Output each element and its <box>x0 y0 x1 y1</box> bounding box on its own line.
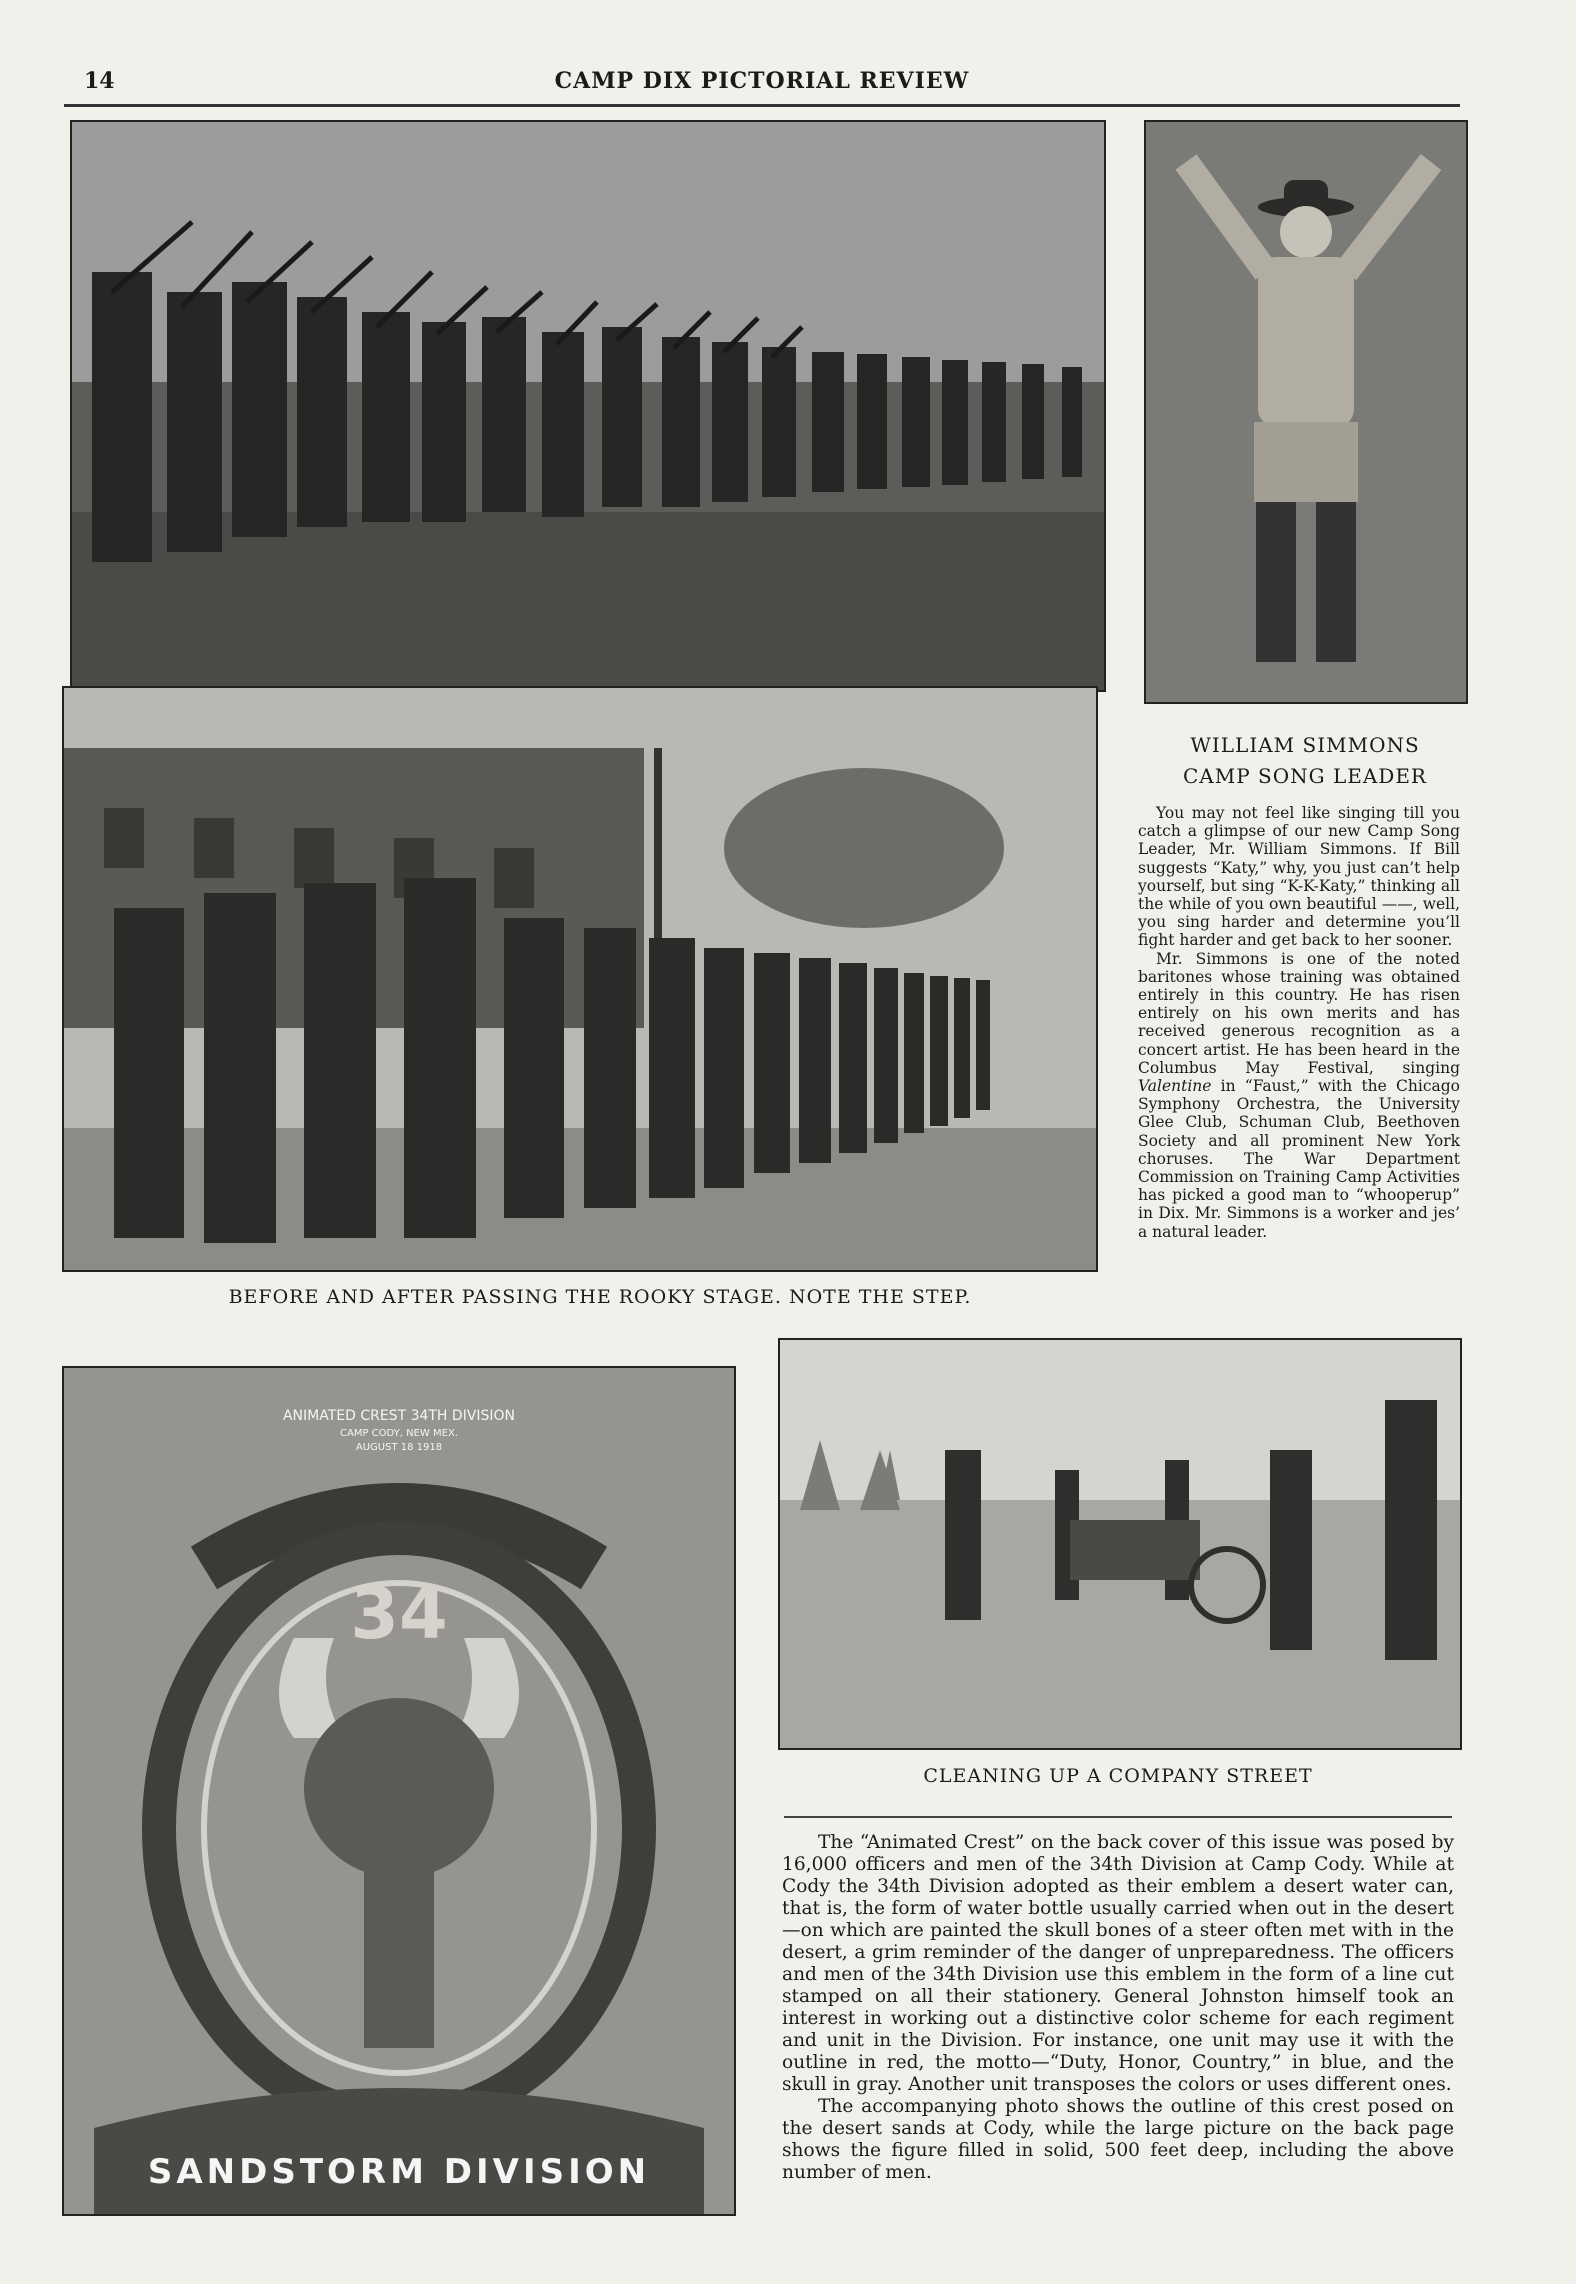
photo-illustration <box>64 1368 734 2214</box>
song-leader-portrait-photo <box>1144 120 1468 704</box>
crest-paragraph-2: The accompanying photo shows the outline of this crest posed on the desert sands at Cody, while the large picture on the back page shows the figure filled in solid, 500 feet deep, including the above number of men. <box>782 2096 1454 2183</box>
simmons-article-body <box>1138 804 1460 1241</box>
crest-overlay-date: AUGUST 18 1918 <box>355 1442 443 1453</box>
page-header <box>64 60 1460 107</box>
photo-illustration <box>72 122 1104 690</box>
page-number: 14 <box>84 68 115 94</box>
simmons-paragraph-2-start: Mr. Simmons is one of the noted baritones whose training was obtained entirely in this country. He has risen entirely on his own merits and has received generous recognition as a concert artist. He has been heard in the Columbus May Festival, singing <box>1138 949 1460 1077</box>
marching-soldiers-rifles-photo <box>70 120 1106 692</box>
cleaning-photo-caption: CLEANING UP A COMPANY STREET <box>923 1765 1313 1787</box>
simmons-heading-role: CAMP SONG LEADER <box>1183 764 1427 788</box>
photo-illustration <box>780 1340 1460 1748</box>
crest-paragraph-1: The “Animated Crest” on the back cover of this issue was posed by 16,000 officers and men of the 34th Division at Camp Cody. While at Cody the 34th Division adopted as their emblem a desert water can, that is, the form of water bottle usually carried when out in the desert—on which are painted the skull bones of a steer often met with in the desert, a grim reminder of the danger of unpreparedness. The officers and men of the 34th Division use this emblem in the form of a line cut stamped on all their stationery. General Johnston himself took an interest in working out a distinctive color scheme for each regiment and unit in the Division. For instance, one unit may use it with the outline in red, the motto—“Duty, Honor, Country,” in blue, and the skull in gray. Another unit transposes the colors or uses different ones. <box>782 1832 1454 2095</box>
marching-soldiers-barracks-photo <box>62 686 1098 1272</box>
photo-illustration <box>64 688 1096 1270</box>
simmons-heading-name: WILLIAM SIMMONS <box>1190 733 1420 757</box>
publication-title: CAMP DIX PICTORIAL REVIEW <box>554 68 970 94</box>
animated-crest-aerial-photo <box>62 1366 736 2216</box>
simmons-paragraph-2-end: in “Faust,” with the Chicago Symphony Orchestra, the University Glee Club, Schuman Club, Beethoven Society and all prominent New York choruses. The War Department Commission on Training Camp Activities has picked a good man to “whooperup” in Dix. Mr. Simmons is a worker and jes’ a natural leader. <box>1138 1077 1460 1241</box>
photo-illustration <box>1146 122 1466 702</box>
crest-overlay-title: ANIMATED CREST 34TH DIVISION <box>282 1408 516 1424</box>
simmons-paragraph-2 <box>1138 950 1460 1241</box>
crest-overlay-bottom: SANDSTORM DIVISION <box>147 2152 651 2192</box>
marching-photos-caption: BEFORE AND AFTER PASSING THE ROOKY STAGE. NOTE THE STEP. <box>228 1286 972 1308</box>
crest-overlay-location: CAMP CODY, NEW MEX. <box>340 1428 458 1439</box>
simmons-article-heading <box>1140 730 1470 792</box>
simmons-paragraph-1: You may not feel like singing till you catch a glimpse of our new Camp Song Leader, Mr. William Simmons. If Bill suggests “Katy,” why, you just can’t help yourself, but sing “K-K-Katy,” thinking all the while of you own beautiful ——, well, you sing harder and determine you’ll fight harder and get back to her sooner. <box>1138 804 1460 950</box>
simmons-paragraph-2-italic: Valentine <box>1138 1077 1212 1096</box>
section-divider <box>784 1816 1452 1818</box>
crest-article-body <box>782 1832 1454 2184</box>
cleaning-company-street-photo <box>778 1338 1462 1750</box>
crest-34-figure: 34 <box>350 1573 448 1655</box>
